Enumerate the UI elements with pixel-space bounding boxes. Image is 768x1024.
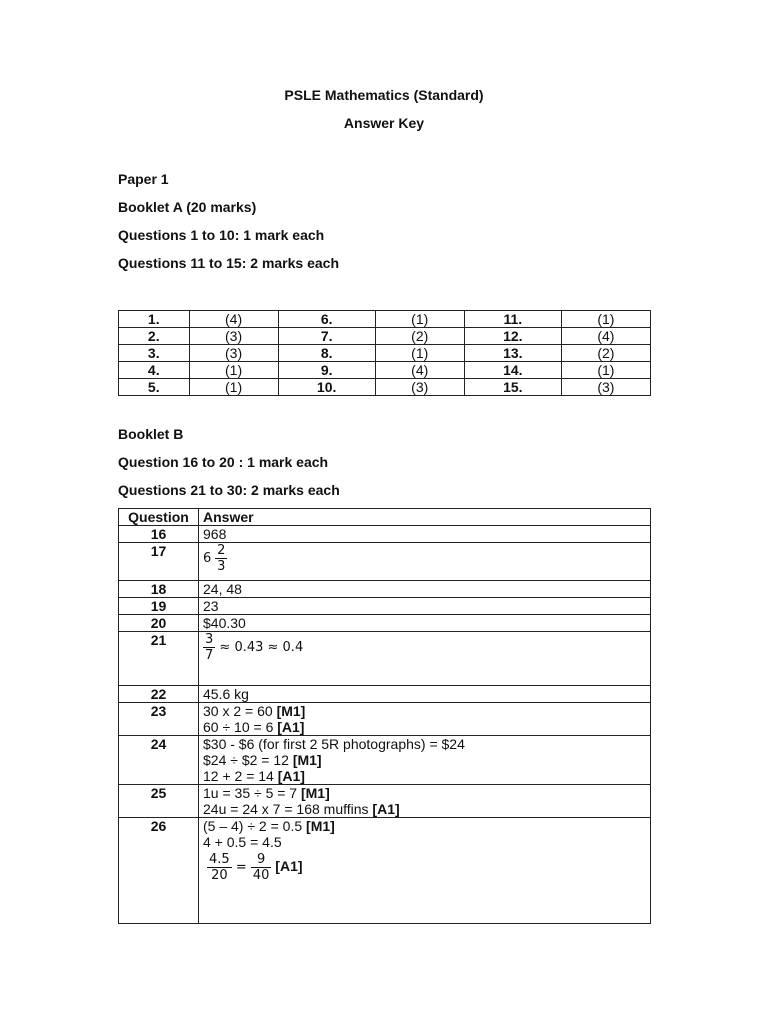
question-number: 16 bbox=[119, 526, 199, 543]
answer-cell: 45.6 kg bbox=[199, 686, 651, 703]
working-text: 30 x 2 = 60 bbox=[203, 703, 277, 719]
method-mark: [M1] bbox=[300, 785, 330, 801]
column-header-question: Question bbox=[119, 509, 199, 526]
working-line bbox=[203, 768, 646, 784]
booklet-b-note-2: Questions 21 to 30: 2 marks each bbox=[118, 482, 340, 498]
booklet-b-heading: Booklet B bbox=[118, 426, 184, 442]
question-number: 17 bbox=[119, 543, 199, 581]
question-number: 20 bbox=[119, 615, 199, 632]
table-row bbox=[119, 686, 651, 703]
answer-choice: (3) bbox=[189, 345, 278, 362]
accuracy-mark: [A1] bbox=[277, 719, 305, 735]
accuracy-mark: [A1] bbox=[372, 801, 400, 817]
question-number: 3. bbox=[119, 345, 190, 362]
method-mark: [M1] bbox=[292, 752, 322, 768]
working-text: 1u = 35 ÷ 5 = 7 bbox=[203, 785, 301, 801]
working-text: $24 ÷ $2 = 12 bbox=[203, 752, 293, 768]
fraction-denominator: 7 bbox=[205, 648, 214, 663]
question-number: 23 bbox=[119, 703, 199, 736]
fraction bbox=[207, 852, 232, 883]
question-number: 7. bbox=[278, 328, 375, 345]
fraction bbox=[203, 632, 215, 663]
answer-choice: (3) bbox=[375, 379, 464, 396]
table-row bbox=[119, 581, 651, 598]
answer-choice: (1) bbox=[561, 311, 650, 328]
working-line bbox=[203, 752, 646, 768]
question-number: 10. bbox=[278, 379, 375, 396]
booklet-b-answer-table bbox=[118, 508, 651, 924]
answer-cell: $40.30 bbox=[199, 615, 651, 632]
working-line: $30 - $6 (for first 2 5R photographs) = $24 bbox=[203, 736, 465, 752]
question-number: 22 bbox=[119, 686, 199, 703]
question-number: 18 bbox=[119, 581, 199, 598]
fraction-numerator: 9 bbox=[251, 852, 272, 868]
question-number: 1. bbox=[119, 311, 190, 328]
table-row bbox=[119, 785, 651, 818]
booklet-a-heading: Booklet A (20 marks) bbox=[118, 199, 257, 215]
answer-cell bbox=[199, 632, 651, 686]
answer-cell: 968 bbox=[199, 526, 651, 543]
document-title: PSLE Mathematics (Standard) bbox=[284, 87, 484, 103]
question-number: 12. bbox=[464, 328, 561, 345]
working-line bbox=[203, 818, 646, 834]
accuracy-mark: [A1] bbox=[275, 858, 303, 875]
working-line bbox=[203, 785, 646, 801]
fraction-denominator: 40 bbox=[252, 868, 270, 883]
table-header-row bbox=[119, 509, 651, 526]
equals-sign: = bbox=[231, 860, 251, 876]
fraction bbox=[251, 852, 272, 883]
fraction-numerator: 4.5 bbox=[209, 852, 230, 867]
answer-cell: 24, 48 bbox=[199, 581, 651, 598]
question-number: 15. bbox=[464, 379, 561, 396]
question-number: 11. bbox=[464, 311, 561, 328]
fraction-numerator: 2 bbox=[217, 543, 226, 558]
column-header-answer: Answer bbox=[199, 509, 651, 526]
answer-choice: (4) bbox=[561, 328, 650, 345]
document-subtitle: Answer Key bbox=[343, 115, 425, 131]
mixed-number-whole: 6 bbox=[203, 551, 212, 567]
question-number: 24 bbox=[119, 736, 199, 785]
answer-cell bbox=[199, 703, 651, 736]
method-mark: [M1] bbox=[276, 703, 306, 719]
booklet-a-note-1: Questions 1 to 10: 1 mark each bbox=[118, 227, 325, 243]
accuracy-mark: [A1] bbox=[277, 768, 305, 784]
question-number: 8. bbox=[278, 345, 375, 362]
table-row bbox=[119, 818, 651, 924]
approximation-text: ≈ 0.43 ≈ 0.4 bbox=[215, 640, 304, 656]
table-row bbox=[119, 526, 651, 543]
method-mark: [M1] bbox=[306, 818, 335, 834]
working-line: 4 + 0.5 = 4.5 bbox=[203, 834, 282, 850]
answer-choice: (1) bbox=[375, 345, 464, 362]
answer-cell bbox=[199, 785, 651, 818]
answer-cell: 23 bbox=[199, 598, 651, 615]
table-row bbox=[119, 543, 651, 581]
table-row bbox=[119, 598, 651, 615]
table-row bbox=[119, 362, 651, 379]
answer-choice: (3) bbox=[189, 328, 278, 345]
question-number: 21 bbox=[119, 632, 199, 686]
question-number: 9. bbox=[278, 362, 375, 379]
table-row bbox=[119, 632, 651, 686]
table-row bbox=[119, 345, 651, 362]
fraction-denominator: 3 bbox=[217, 559, 226, 574]
booklet-a-answer-table bbox=[118, 310, 651, 396]
table-row bbox=[119, 311, 651, 328]
question-number: 6. bbox=[278, 311, 375, 328]
working-text: 60 ÷ 10 = 6 bbox=[203, 719, 278, 735]
working-line bbox=[203, 801, 646, 817]
question-number: 19 bbox=[119, 598, 199, 615]
paper-heading: Paper 1 bbox=[118, 171, 169, 187]
answer-choice: (1) bbox=[189, 362, 278, 379]
answer-choice: (4) bbox=[189, 311, 278, 328]
working-text: (5 – 4) ÷ 2 = 0.5 bbox=[203, 818, 307, 834]
table-row bbox=[119, 703, 651, 736]
table-row bbox=[119, 328, 651, 345]
booklet-a-note-2: Questions 11 to 15: 2 marks each bbox=[118, 255, 339, 271]
working-text: 12 + 2 = 14 bbox=[203, 768, 278, 784]
table-row bbox=[119, 615, 651, 632]
answer-cell bbox=[199, 543, 651, 581]
answer-choice: (1) bbox=[189, 379, 278, 396]
answer-choice: (2) bbox=[375, 328, 464, 345]
answer-choice: (3) bbox=[561, 379, 650, 396]
answer-choice: (1) bbox=[561, 362, 650, 379]
answer-choice: (2) bbox=[561, 345, 650, 362]
question-number: 13. bbox=[464, 345, 561, 362]
working-line bbox=[203, 703, 646, 719]
fraction-numerator: 3 bbox=[205, 632, 214, 647]
answer-cell bbox=[199, 736, 651, 785]
answer-cell bbox=[199, 818, 651, 924]
question-number: 26 bbox=[119, 818, 199, 924]
fraction-denominator: 20 bbox=[211, 868, 228, 883]
question-number: 14. bbox=[464, 362, 561, 379]
question-number: 5. bbox=[119, 379, 190, 396]
working-text: 24u = 24 x 7 = 168 muffins bbox=[203, 801, 373, 817]
table-row bbox=[119, 379, 651, 396]
working-line bbox=[203, 852, 646, 883]
question-number: 4. bbox=[119, 362, 190, 379]
answer-choice: (1) bbox=[375, 311, 464, 328]
table-row bbox=[119, 736, 651, 785]
fraction bbox=[215, 543, 227, 574]
question-number: 2. bbox=[119, 328, 190, 345]
question-number: 25 bbox=[119, 785, 199, 818]
answer-choice: (4) bbox=[375, 362, 464, 379]
booklet-b-note-1: Question 16 to 20 : 1 mark each bbox=[118, 454, 329, 470]
working-line bbox=[203, 719, 646, 735]
